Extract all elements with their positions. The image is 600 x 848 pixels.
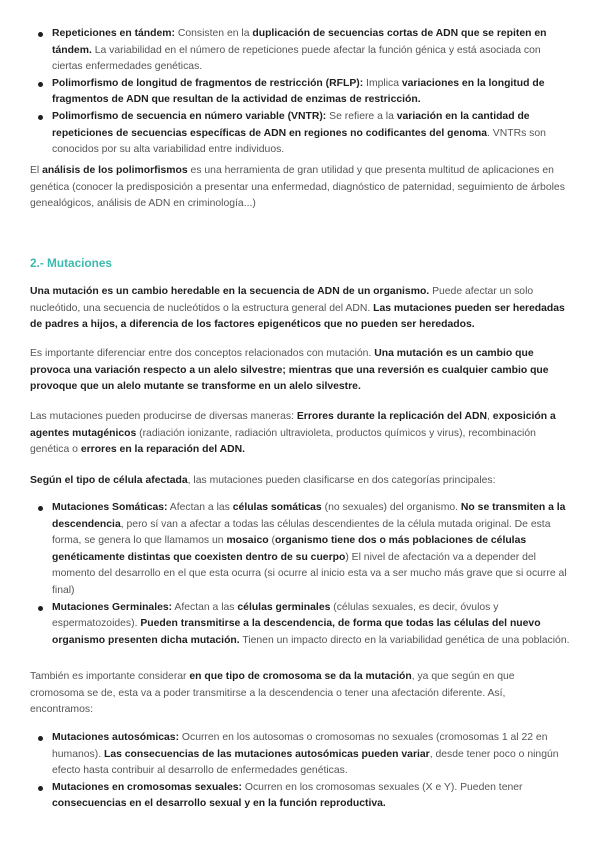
- text-run: . VNTRs son conocidos por su alta variabilidad entre individuos.: [52, 127, 546, 156]
- bold-text-run: células somáticas: [232, 502, 322, 513]
- text-run: La variabilidad en el número de repeticiones puede afectar la función génica y está asociada con ciertas enfermedades genéticas.: [52, 44, 541, 73]
- bold-text-run: variaciones en la longitud de fragmentos de ADN que resultan de la actividad de enzimas de restricción.: [52, 77, 545, 106]
- text-run: (: [268, 535, 275, 547]
- bullet-icon: [38, 506, 43, 511]
- text-run: (no sexuales) del organismo.: [321, 502, 461, 513]
- bold-text-run: Según el tipo de célula afectada: [30, 475, 188, 486]
- bold-text-run: errores en la reparación del ADN.: [80, 444, 246, 456]
- bold-text-run: No se transmiten a la descendencia: [52, 502, 566, 530]
- bold-text-run: Una mutación es un cambio que provoca una variación respecto a un alelo silvestre; mientras que una reversión es cualquier cambio que provoque que un alelo mutante se transforme en un alelo silvestre.: [30, 348, 549, 393]
- bold-text-run: exposición a agentes mutagénicos: [30, 411, 556, 439]
- text-run: ) El nivel de afectación va a depender del momento del desarrollo en el que esta ocurra (si ocurre al inicio esta va a ser mucho más grave que si ocurre al final): [52, 551, 567, 596]
- mutation-definition-paragraph: [30, 284, 570, 334]
- text-run: Es importante diferenciar entre dos conceptos relacionados con mutación.: [30, 348, 375, 359]
- bold-text-run: Repeticiones en tándem:: [52, 28, 175, 39]
- text-run: , pero sí van a afectar a todas las células descendientes de la célula mutada original. De esta forma, se genera lo que llamamos un: [52, 518, 551, 547]
- list-item: [30, 26, 566, 76]
- bullet-icon: [38, 786, 43, 791]
- text-run: Tienen un impacto directo en la variabilidad genética de una población.: [239, 634, 570, 646]
- list-item: [30, 109, 566, 159]
- list-item: [30, 600, 570, 650]
- text-run: (radiación ionizante, radiación ultravioleta, productos químicos y virus), recombinación genética o: [30, 427, 536, 456]
- text-run: ,: [487, 411, 493, 422]
- text-run: , desde tener poco o ningún efecto hasta contribuir al desarrollo de enfermedades genéticas.: [52, 748, 559, 777]
- text-run: Las mutaciones pueden producirse de diversas maneras:: [30, 411, 297, 422]
- text-run: Ocurren en los cromosomas sexuales (X e Y). Pueden tener: [242, 781, 523, 793]
- text-run: El: [30, 165, 43, 176]
- text-run: También es importante considerar: [30, 671, 190, 682]
- bold-text-run: mosaico: [226, 535, 269, 547]
- chromosome-type-paragraph: [30, 669, 570, 719]
- bold-text-run: duplicación de secuencias cortas de ADN que se repiten en tándem.: [52, 28, 547, 56]
- text-run: Se refiere a la: [326, 110, 397, 122]
- list-item: [30, 730, 576, 780]
- text-run: , las mutaciones pueden clasificarse en dos categorías principales:: [187, 475, 496, 486]
- list-item: [30, 500, 570, 600]
- polymorphism-analysis-paragraph: [30, 163, 570, 213]
- bullet-icon: [38, 736, 43, 741]
- cell-type-mutations-list: [30, 500, 570, 649]
- list-item: [30, 76, 566, 109]
- bold-text-run: Errores durante la replicación del ADN: [296, 411, 488, 422]
- bold-text-run: consecuencias en el desarrollo sexual y en la función reproductiva.: [52, 798, 386, 810]
- bold-text-run: Una mutación es un cambio heredable en la secuencia de ADN de un organismo.: [30, 286, 430, 297]
- text-run: Afectan a las: [167, 502, 233, 513]
- bullet-icon: [38, 606, 43, 611]
- bold-text-run: células germinales: [237, 601, 331, 613]
- text-run: , ya que según en que cromosoma se de, esta va a poder transmitirse a la descendencia o tener una afectación diferente. Así, encontramos:: [30, 671, 515, 716]
- bullet-icon: [38, 115, 43, 120]
- polymorphism-types-list: [30, 26, 566, 159]
- text-run: Afectan a las: [172, 601, 238, 613]
- text-run: es una herramienta de gran utilidad y que presenta multitud de aplicaciones en genética (conocer la predisposición a presentar una enfermedad, diagnóstico de paternidad, seguimiento de árboles genealógicos, análisis de ADN en criminología...): [30, 165, 565, 210]
- bold-text-run: Las consecuencias de las mutaciones autosómicas pueden variar: [103, 748, 430, 760]
- bold-text-run: Polimorfismo de longitud de fragmentos de restricción (RFLP):: [52, 77, 364, 89]
- mutation-reversion-paragraph: [30, 346, 570, 396]
- section-heading-mutaciones: 2.- Mutaciones: [30, 256, 112, 270]
- cell-type-intro-paragraph: [30, 473, 570, 490]
- text-run: Ocurren en los autosomas o cromosomas no sexuales (cromosomas 1 al 22 en humanos).: [52, 732, 548, 760]
- bold-text-run: en que tipo de cromosoma se da la mutación: [189, 671, 412, 682]
- bold-text-run: Las mutaciones pueden ser heredadas de padres a hijos, a diferencia de los factores epigenéticos que no pueden ser heredados.: [30, 302, 565, 331]
- text-run: Puede afectar un solo nucleótido, una secuencia de nucleótidos o la estructura general del ADN.: [30, 286, 534, 314]
- bold-text-run: análisis de los polimorfismos: [42, 165, 188, 176]
- text-run: Implica: [363, 77, 402, 89]
- bullet-icon: [38, 32, 43, 37]
- bold-text-run: organismo tiene dos o más poblaciones de células genéticamente distintas que coexisten dentro de su cuerpo: [52, 535, 527, 563]
- bold-text-run: Pueden transmitirse a la descendencia, de forma que todas las células del nuevo organismo presenten dicha mutación.: [52, 618, 541, 646]
- bold-text-run: Mutaciones en cromosomas sexuales:: [52, 781, 242, 793]
- chromosome-mutations-list: [30, 730, 576, 813]
- bold-text-run: Mutaciones Somáticas:: [52, 502, 168, 513]
- bold-text-run: variación en la cantidad de repeticiones de secuencias específicas de ADN en regiones no codificantes del genoma: [52, 110, 530, 139]
- mutation-causes-paragraph: [30, 409, 576, 459]
- list-item: [30, 780, 576, 813]
- text-run: (células sexuales, es decir, óvulos y espermatozoides).: [52, 601, 499, 630]
- text-run: Consisten en la: [174, 28, 253, 39]
- bold-text-run: Polimorfismo de secuencia en número variable (VNTR):: [52, 110, 327, 122]
- bold-text-run: Mutaciones Germinales:: [52, 601, 173, 613]
- bullet-icon: [38, 82, 43, 87]
- bold-text-run: Mutaciones autosómicas:: [52, 732, 180, 743]
